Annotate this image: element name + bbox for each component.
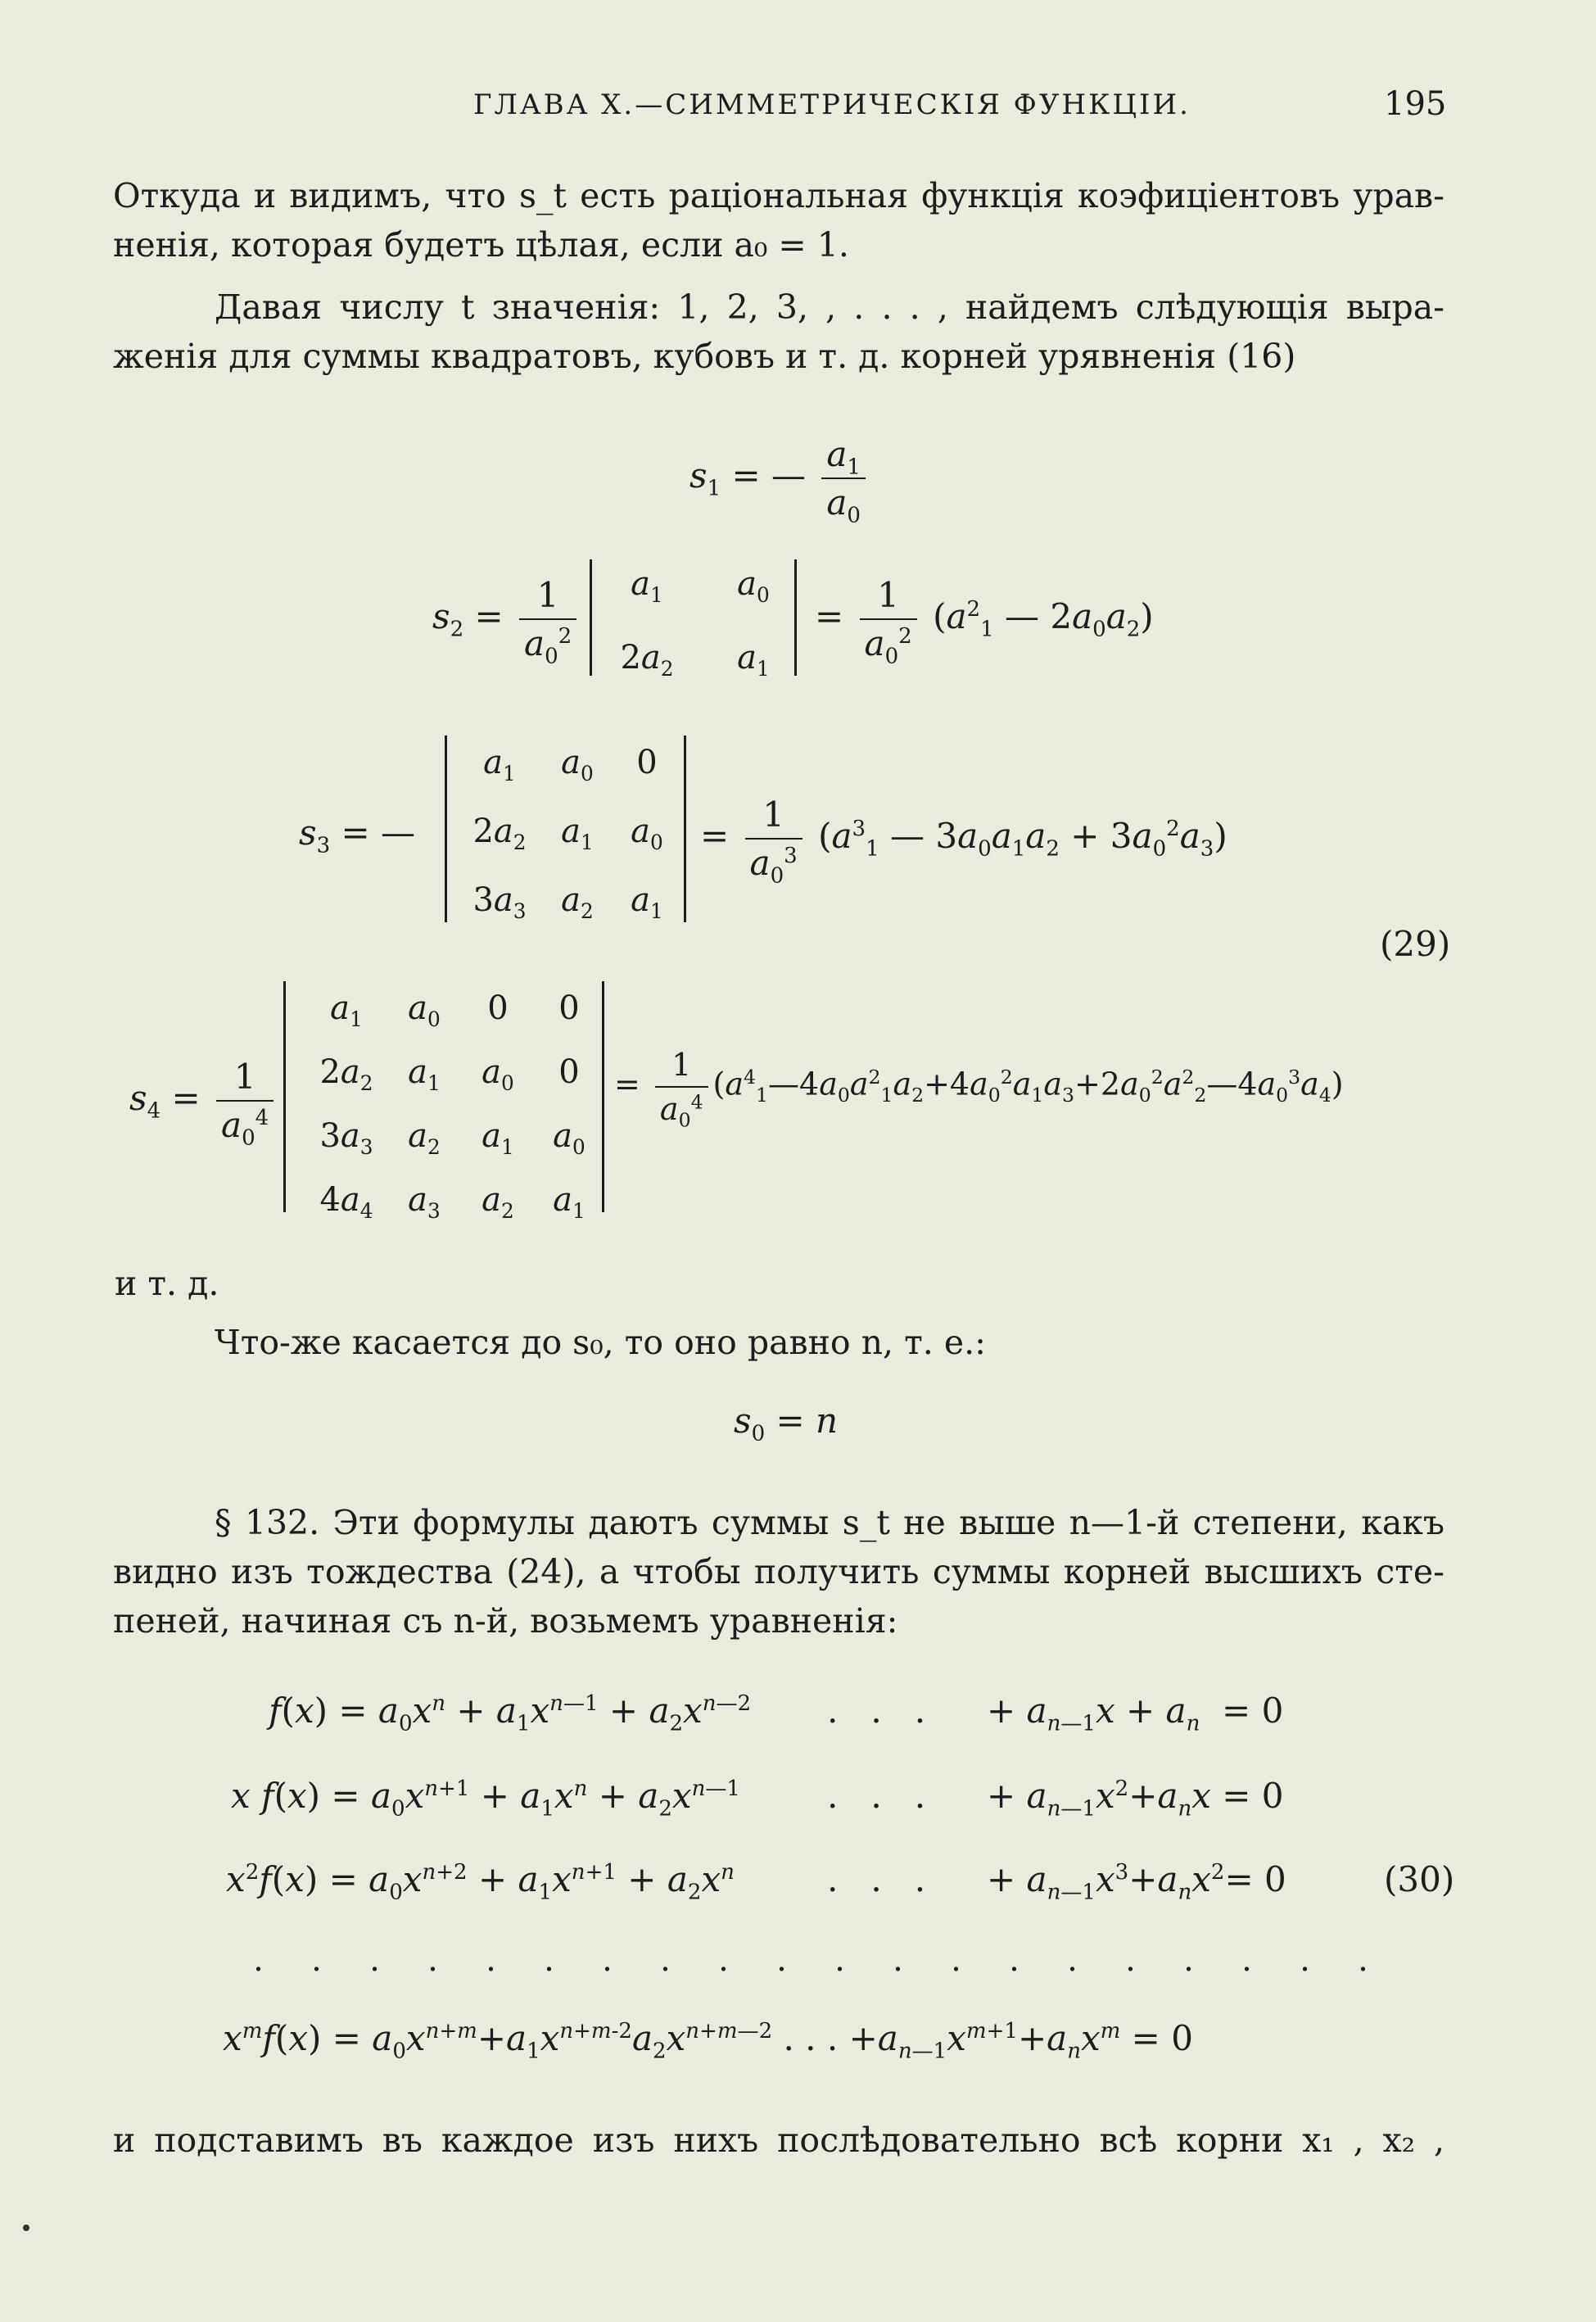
det4-cell: 0 [558, 1053, 580, 1091]
det4-cell: $a_1$ [408, 1053, 441, 1095]
equation-30-row2-dots: . . . [827, 1776, 926, 1816]
det4-cell: $a_2$ [408, 1117, 441, 1159]
equation-s3-lhs: $s_3$ = — [299, 812, 416, 858]
equation-s4-rhs: = $\frac{1}{a_0^4}$ $(a^4_1—4a_0a^2_1a_2+4a_0^2a_1a_3+2a_0^2a^2_2—4a_0^3a_4)$ [614, 1047, 1344, 1132]
equation-s1: $s_1$ = — $\frac{a_1}{a_0}$ [689, 434, 870, 523]
det4-cell: $4a_4$ [319, 1181, 373, 1223]
running-header: ГЛАВА X.—СИММЕТРИЧЕСКІЯ ФУНКЦІИ. [473, 88, 1191, 121]
det4-cell: $a_1$ [553, 1181, 586, 1223]
det3-cell: $a_1$ [483, 744, 516, 785]
para2-line1: Давая числу t значенія: 1, 2, 3, , . . . , найдемъ слѣдующія выра- [215, 287, 1445, 327]
print-speck [23, 2225, 29, 2231]
equation-30-row3: $x^2f(x) = a_0x^{n+2} + a_1x^{n+1} + a_2x^n$ [226, 1859, 735, 1905]
para2-line2: женія для суммы квадратовъ, кубовъ и т. д. корней урявненія (16) [113, 337, 1296, 376]
para5: и подставимъ въ каждое изъ нихъ послѣдовательно всѣ корни x₁ , x₂ , [113, 2121, 1445, 2160]
det2-left-bar [590, 559, 592, 676]
det4-cell: $3a_3$ [319, 1117, 373, 1159]
det4-cell: $a_0$ [408, 989, 441, 1031]
det4-cell: $a_1$ [482, 1117, 514, 1159]
det3-cell: $a_0$ [631, 812, 663, 854]
det2-cell: $2a_2$ [620, 639, 674, 681]
equation-s0: $s_0 = n$ [734, 1401, 839, 1446]
equation-30-row2: x $f(x) = a_0x^{n+1} + a_1x^n + a_2x^{n—1}$ [231, 1776, 740, 1822]
det4-cell: 0 [558, 989, 580, 1027]
det3-cell: $a_1$ [561, 812, 594, 854]
det4-cell: 0 [487, 989, 509, 1027]
det2-cell: $a_1$ [631, 565, 663, 607]
equation-30-row1-dots: . . . [827, 1691, 926, 1731]
equation-30-row2-tail: + $a_{n—1}x^2+a_nx = 0$ [987, 1776, 1284, 1822]
page-number: 195 [1384, 85, 1447, 123]
det3-cell: $3a_3$ [472, 881, 527, 923]
equation-30-row5: $x^mf(x) = a_0x^{n+m}+a_1x^{n+m-2}a_2x^{n+m—2}$ . . . $+a_{n—1}x^{m+1}+a_nx^m = 0$ [223, 2018, 1193, 2064]
equation-s2-rhs: = $\frac{1}{a_0^2}$ ($a^2_1$ — $2a_0a_2$) [815, 575, 1154, 669]
det3-cell: $a_2$ [561, 881, 594, 923]
equation-s3-rhs: = $\frac{1}{a_0^3}$ ($a^3_1$ — $3a_0a_1a_2 + 3a_0^2a_3$) [700, 794, 1228, 889]
det2-cell: $a_0$ [737, 565, 770, 607]
equation-s4-lhs: $s_4$ = $\frac{1}{a_0^4}$ [129, 1057, 278, 1145]
det2-cell: $a_1$ [737, 639, 770, 681]
det2-right-bar [794, 559, 797, 676]
equation-30-row3-tail: + $a_{n—1}x^3+a_nx^2= 0$ [987, 1859, 1286, 1905]
equation-label-30: (30) [1384, 1859, 1455, 1899]
equation-30-row3-dots: . . . [827, 1859, 926, 1899]
para4-line1: § 132. Эти формулы даютъ суммы s_t не выше n—1-й степени, какъ [215, 1503, 1445, 1542]
det4-left-bar [283, 981, 286, 1212]
para1-line1: Откуда и видимъ, что s_t есть раціональная функція коэфиціентовъ урав- [113, 176, 1445, 215]
det4-cell: $a_2$ [482, 1181, 514, 1223]
equation-s2-lhs: $s_2$ = $\frac{1}{a_0^2}$ [432, 575, 581, 663]
det3-cell: 0 [636, 744, 658, 781]
para4-line2: видно изъ тождества (24), а чтобы получить суммы корней высшихъ сте- [113, 1552, 1445, 1591]
equation-label-29: (29) [1380, 924, 1451, 964]
det3-right-bar [684, 736, 686, 922]
det4-cell: $a_0$ [482, 1053, 514, 1095]
det4-cell: $a_0$ [553, 1117, 586, 1159]
det4-cell: $a_3$ [408, 1181, 441, 1223]
det4-cell: $a_1$ [330, 989, 363, 1031]
etc-text: и т. д. [115, 1264, 219, 1303]
det3-cell: $2a_2$ [472, 812, 527, 854]
equation-30-row1-tail: + $a_{n—1}x + a_n = 0$ [987, 1691, 1284, 1736]
det4-cell: $2a_2$ [319, 1053, 373, 1095]
para4-line3: пеней, начиная съ n-й, возьмемъ уравненія: [113, 1601, 898, 1641]
det3-left-bar [445, 736, 447, 922]
para1-line2: ненія, которая будетъ цѣлая, если a₀ = 1. [113, 225, 849, 265]
det3-cell: $a_0$ [561, 744, 594, 785]
equation-30-ellipsis-row: . . . . . . . . . . . . . . . . . . . . [253, 1941, 1368, 1979]
det4-right-bar [602, 981, 604, 1212]
equation-30-row1: $f(x) = a_0x^n + a_1x^{n—1} + a_2x^{n—2}$ [269, 1691, 752, 1736]
para3: Что-же касается до s₀, то оно равно n, т. е.: [215, 1323, 986, 1362]
det3-cell: $a_1$ [631, 881, 663, 923]
